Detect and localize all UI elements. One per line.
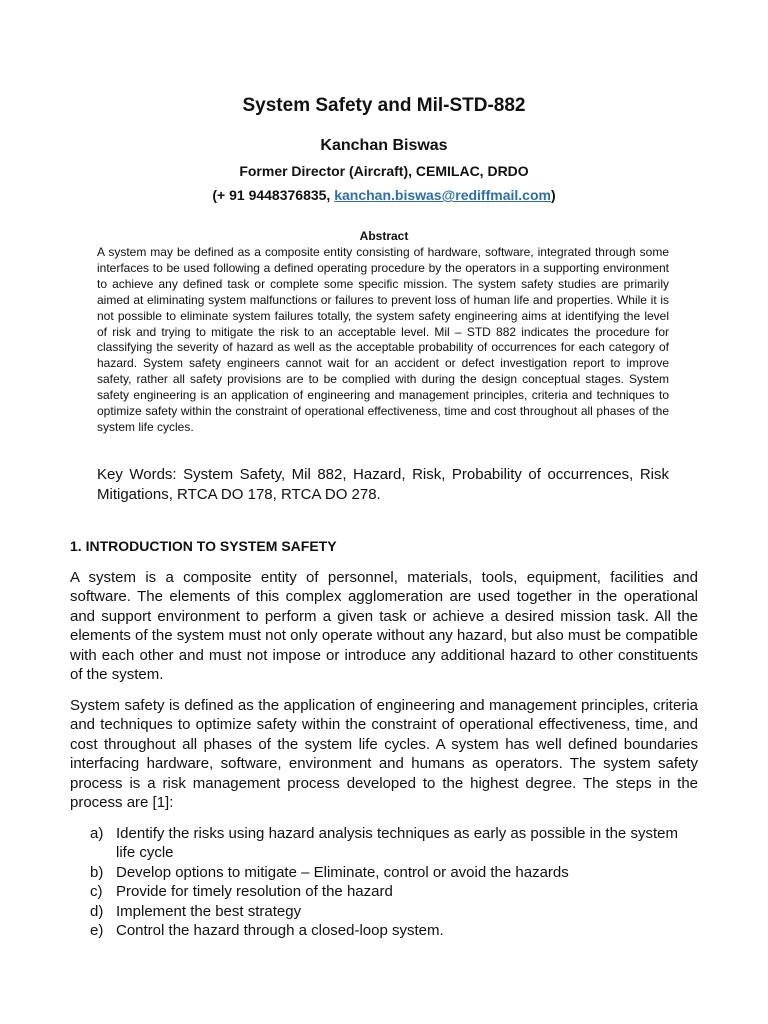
- list-item: [70, 902, 698, 921]
- list-marker: d): [90, 902, 104, 920]
- abstract-heading: Abstract: [359, 229, 409, 243]
- list-item-text: Provide for timely resolution of the hazard: [116, 883, 393, 901]
- author-name: Kanchan Biswas: [320, 137, 448, 154]
- list-marker: e): [90, 922, 104, 940]
- author-contact: [0, 186, 768, 204]
- list-item-text: Implement the best strategy: [116, 902, 302, 920]
- list-marker: c): [90, 883, 103, 901]
- contact-close: ): [550, 187, 556, 203]
- list-item-text: Identify the risks using hazard analysis techniques as early as possible in the system life cycle: [116, 825, 678, 862]
- keywords: Key Words: System Safety, Mil 882, Hazard, Risk, Probability of occurrences, Risk Mitigations, RTCA DO 178, RTCA DO 278.: [97, 466, 669, 503]
- list-item-text: Control the hazard through a closed-loop system.: [116, 922, 444, 940]
- list-marker: a): [90, 825, 104, 842]
- list-item: [70, 921, 698, 940]
- list-item: [70, 863, 698, 882]
- author-affiliation: Former Director (Aircraft), CEMILAC, DRDO: [239, 163, 529, 179]
- paper-title: System Safety and Mil-STD-882: [242, 95, 526, 116]
- list-item: [70, 824, 698, 863]
- process-steps-list: [70, 824, 698, 940]
- section-paragraph-1: A system is a composite entity of personnel, materials, tools, equipment, facilities and software. The elements of this complex agglomeration are used together in the operational and support environment to perform a given task or achieve a desired mission task. All the elements of the system must not only operate without any hazard, but also must be compatible with each other and must not impose or introduce any additional hazard to other constituents of the system.: [70, 569, 698, 684]
- list-marker: b): [90, 863, 104, 881]
- abstract-text: A system may be defined as a composite entity consisting of hardware, software, integrated through some interfaces to be used following a defined operating procedure by the operators in a supporting environment to achieve any defined task or complete some specific mission. The system safety studies are primarily aimed at eliminating system malfunctions or failures to prevent loss of human life and properties. While it is not possible to eliminate system failures totally, the system safety engineering aims at identifying the level of risk and trying to mitigate the risk to an acceptable level. Mil – STD 882 indicates the procedure for classifying the severity of hazard as well as the acceptable probability of occurrences for each category of hazard. System safety engineers cannot wait for an accident or defect investigation report to improve safety, rather all safety provisions are to be complied with during the design conceptual stages. System safety engineering is an application of engineering and management principles, criteria and techniques to optimize safety within the constraint of operational effectiveness, time and cost throughout all phases of the system life cycles.: [97, 245, 669, 434]
- section-paragraph-2: System safety is defined as the application of engineering and management principles, criteria and techniques to optimize safety within the constraint of operational effectiveness, time, and cost throughout all phases of the system life cycles. A system has well defined boundaries interfacing hardware, software, environment and humans as operators. The system safety process is a risk management process developed to the highest degree. The steps in the process are [1]:: [70, 697, 698, 812]
- section-heading: 1. INTRODUCTION TO SYSTEM SAFETY: [70, 538, 337, 554]
- list-item: [70, 882, 698, 901]
- contact-email-link[interactable]: kanchan.biswas@rediffmail.com: [334, 187, 551, 203]
- list-item-text: Develop options to mitigate – Eliminate, control or avoid the hazards: [116, 863, 569, 881]
- contact-phone: (+ 91 9448376835,: [212, 187, 335, 203]
